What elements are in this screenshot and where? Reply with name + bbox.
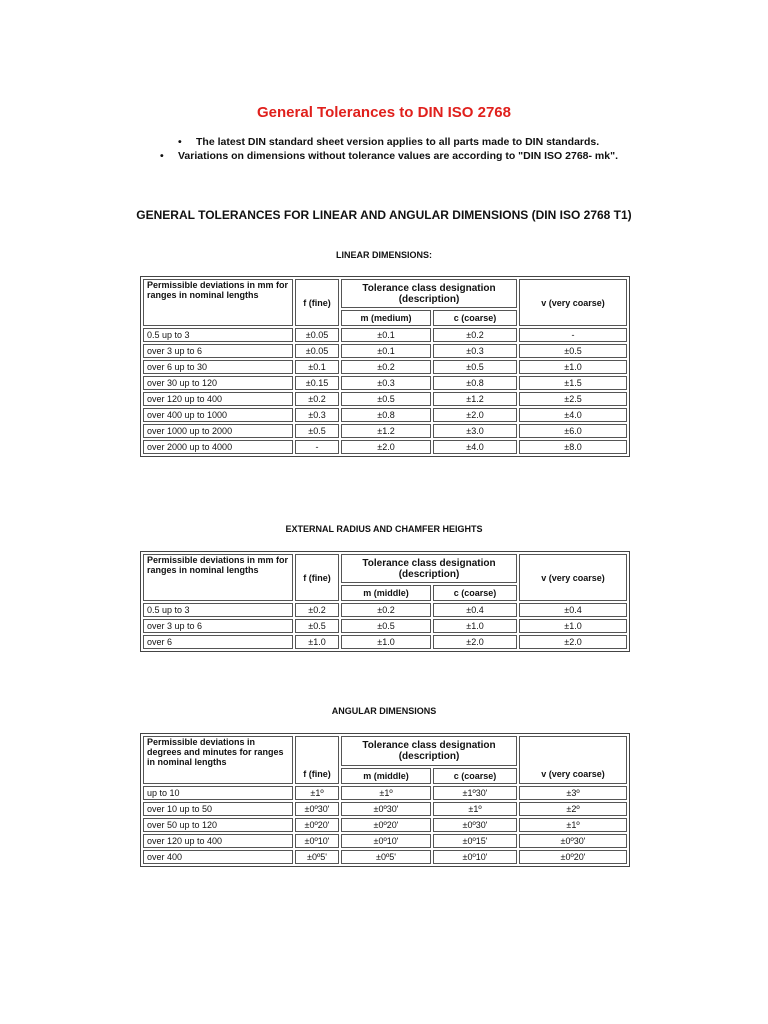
range-header: Permissible deviations in degrees and minutes for ranges in nominal lengths — [143, 736, 293, 784]
middle-cell: ±0.1 — [341, 328, 431, 342]
very-coarse-cell: ±2.5 — [519, 392, 627, 406]
table-row — [143, 392, 627, 406]
very-coarse-cell: ±0º30' — [519, 834, 627, 848]
angular-table-body — [143, 786, 627, 864]
angular-tolerance-table — [140, 733, 630, 867]
coarse-header: c (coarse) — [433, 768, 517, 784]
fine-cell: ±1.0 — [295, 635, 339, 649]
tolerance-class-header: Tolerance class designation (description) — [341, 554, 517, 583]
fine-header: f (fine) — [295, 279, 339, 326]
range-cell: over 120 up to 400 — [143, 392, 293, 406]
fine-cell: ±0º5' — [295, 850, 339, 864]
middle-cell: ±0.8 — [341, 408, 431, 422]
range-cell: over 120 up to 400 — [143, 834, 293, 848]
fine-header: f (fine) — [295, 736, 339, 784]
tolerance-class-header: Tolerance class designation (description) — [341, 279, 517, 308]
fine-cell: ±0.15 — [295, 376, 339, 390]
middle-cell: ±0.2 — [341, 360, 431, 374]
very-coarse-cell: ±2º — [519, 802, 627, 816]
middle-cell: ±0.3 — [341, 376, 431, 390]
coarse-cell: ±1.2 — [433, 392, 517, 406]
table-row — [143, 635, 627, 649]
fine-header: f (fine) — [295, 554, 339, 601]
table-row — [143, 344, 627, 358]
middle-header: m (middle) — [341, 768, 431, 784]
range-cell: over 2000 up to 4000 — [143, 440, 293, 454]
coarse-cell: ±0.8 — [433, 376, 517, 390]
note-item — [178, 136, 600, 148]
range-cell: over 400 up to 1000 — [143, 408, 293, 422]
very-coarse-cell: ±0º20' — [519, 850, 627, 864]
fine-cell: ±0.5 — [295, 424, 339, 438]
coarse-cell: ±0º10' — [433, 850, 517, 864]
fine-cell: ±0.1 — [295, 360, 339, 374]
middle-header: m (middle) — [341, 585, 431, 601]
middle-cell: ±0º20' — [341, 818, 431, 832]
linear-tolerance-table — [140, 276, 630, 457]
range-cell: over 30 up to 120 — [143, 376, 293, 390]
linear-heading: LINEAR DIMENSIONS: — [335, 250, 432, 260]
very-coarse-cell: ±8.0 — [519, 440, 627, 454]
very-coarse-cell: ±2.0 — [519, 635, 627, 649]
radius-table-body — [143, 603, 627, 649]
middle-cell: ±1º — [341, 786, 431, 800]
fine-cell: ±0.05 — [295, 328, 339, 342]
table-row — [143, 850, 627, 864]
very-coarse-cell: ±1.0 — [519, 360, 627, 374]
very-coarse-cell: ±1.0 — [519, 619, 627, 633]
coarse-cell: ±3.0 — [433, 424, 517, 438]
very-coarse-cell: ±0.4 — [519, 603, 627, 617]
coarse-cell: ±2.0 — [433, 408, 517, 422]
range-cell: 0.5 up to 3 — [143, 603, 293, 617]
linear-table-body — [143, 328, 627, 454]
coarse-cell: ±0.3 — [433, 344, 517, 358]
middle-cell: ±2.0 — [341, 440, 431, 454]
very-coarse-cell: ±4.0 — [519, 408, 627, 422]
table-row — [143, 786, 627, 800]
table-row — [143, 603, 627, 617]
very-coarse-cell: ±0.5 — [519, 344, 627, 358]
angular-heading: ANGULAR DIMENSIONS — [331, 706, 437, 716]
fine-cell: ±0º10' — [295, 834, 339, 848]
tolerance-class-header: Tolerance class designation (description) — [341, 736, 517, 766]
middle-cell: ±0.2 — [341, 603, 431, 617]
very-coarse-cell: ±3º — [519, 786, 627, 800]
table-row — [143, 424, 627, 438]
very-coarse-header: v (very coarse) — [519, 554, 627, 601]
coarse-cell: ±1º30' — [433, 786, 517, 800]
radius-tolerance-table — [140, 551, 630, 652]
table-row — [143, 360, 627, 374]
coarse-cell: ±1.0 — [433, 619, 517, 633]
range-cell: over 6 — [143, 635, 293, 649]
coarse-cell: ±0º30' — [433, 818, 517, 832]
table-row — [143, 408, 627, 422]
table-row — [143, 619, 627, 633]
range-cell: over 400 — [143, 850, 293, 864]
radius-heading: EXTERNAL RADIUS AND CHAMFER HEIGHTS — [285, 524, 483, 534]
coarse-cell: ±2.0 — [433, 635, 517, 649]
table-row — [143, 834, 627, 848]
middle-cell: ±1.0 — [341, 635, 431, 649]
fine-cell: ±0.05 — [295, 344, 339, 358]
very-coarse-cell: - — [519, 328, 627, 342]
coarse-header: c (coarse) — [433, 585, 517, 601]
fine-cell: ±0.5 — [295, 619, 339, 633]
middle-cell: ±0.5 — [341, 619, 431, 633]
coarse-cell: ±4.0 — [433, 440, 517, 454]
very-coarse-header: v (very coarse) — [519, 279, 627, 326]
bullet-icon: • — [178, 136, 182, 148]
fine-cell: ±1º — [295, 786, 339, 800]
very-coarse-cell: ±6.0 — [519, 424, 627, 438]
range-cell: over 1000 up to 2000 — [143, 424, 293, 438]
fine-cell: ±0.2 — [295, 392, 339, 406]
coarse-cell: ±0.2 — [433, 328, 517, 342]
fine-cell: ±0.2 — [295, 603, 339, 617]
middle-cell: ±0.1 — [341, 344, 431, 358]
table-row — [143, 802, 627, 816]
range-cell: over 3 up to 6 — [143, 619, 293, 633]
fine-cell: ±0º30' — [295, 802, 339, 816]
fine-cell: ±0.3 — [295, 408, 339, 422]
very-coarse-cell: ±1.5 — [519, 376, 627, 390]
range-cell: 0.5 up to 3 — [143, 328, 293, 342]
fine-cell: ±0º20' — [295, 818, 339, 832]
note-item — [160, 150, 618, 162]
middle-cell: ±0º30' — [341, 802, 431, 816]
main-heading: GENERAL TOLERANCES FOR LINEAR AND ANGULAR DIMENSIONS (DIN ISO 2768 T1) — [136, 208, 632, 222]
very-coarse-header: v (very coarse) — [519, 736, 627, 784]
range-header: Permissible deviations in mm for ranges in nominal lengths — [143, 279, 293, 326]
middle-cell: ±0º10' — [341, 834, 431, 848]
coarse-cell: ±0.4 — [433, 603, 517, 617]
table-row — [143, 440, 627, 454]
page-title: General Tolerances to DIN ISO 2768 — [257, 104, 511, 121]
coarse-cell: ±0.5 — [433, 360, 517, 374]
table-row — [143, 818, 627, 832]
range-cell: over 3 up to 6 — [143, 344, 293, 358]
middle-cell: ±0º5' — [341, 850, 431, 864]
range-cell: over 10 up to 50 — [143, 802, 293, 816]
table-row — [143, 328, 627, 342]
note-text: Variations on dimensions without tolerance values are according to "DIN ISO 2768- mk". — [178, 150, 618, 162]
fine-cell: - — [295, 440, 339, 454]
range-cell: over 6 up to 30 — [143, 360, 293, 374]
middle-cell: ±1.2 — [341, 424, 431, 438]
range-cell: over 50 up to 120 — [143, 818, 293, 832]
range-header: Permissible deviations in mm for ranges in nominal lengths — [143, 554, 293, 601]
coarse-header: c (coarse) — [433, 310, 517, 326]
middle-cell: ±0.5 — [341, 392, 431, 406]
coarse-cell: ±0º15' — [433, 834, 517, 848]
table-row — [143, 376, 627, 390]
coarse-cell: ±1º — [433, 802, 517, 816]
note-text: The latest DIN standard sheet version applies to all parts made to DIN standards. — [196, 136, 600, 148]
medium-header: m (medium) — [341, 310, 431, 326]
range-cell: up to 10 — [143, 786, 293, 800]
bullet-icon: • — [160, 150, 164, 162]
very-coarse-cell: ±1º — [519, 818, 627, 832]
